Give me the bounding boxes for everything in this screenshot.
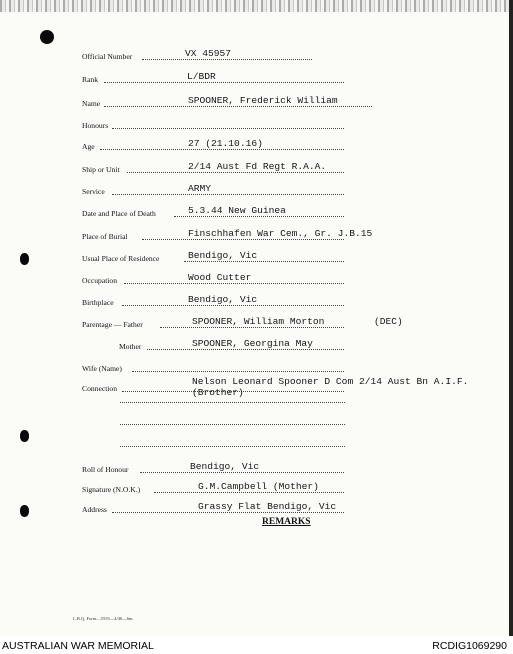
- field-value: Bendigo, Vic: [188, 294, 258, 305]
- punch-hole-icon: [40, 30, 54, 44]
- dotted-leader: [174, 216, 344, 217]
- field-value: Bendigo, Vic: [190, 461, 260, 472]
- dotted-leader: [142, 239, 344, 240]
- field-value: VX 45957: [185, 48, 232, 59]
- punch-hole-icon: [20, 505, 29, 517]
- footer-id: RCDIG1069290: [432, 640, 507, 652]
- scan-edge-top: [0, 0, 513, 12]
- dotted-leader: [112, 128, 344, 129]
- field-connection: [82, 376, 469, 398]
- field-service: [82, 180, 344, 196]
- field-name: [82, 92, 372, 108]
- punch-hole-icon: [20, 430, 29, 442]
- field-value: 5.3.44 New Guinea: [188, 205, 286, 216]
- field-official-number: [82, 45, 312, 61]
- field-label: Wife (Name): [82, 364, 122, 373]
- field-label: Roll of Honour: [82, 465, 129, 474]
- dotted-leader: [112, 194, 344, 195]
- field-label: Place of Burial: [82, 232, 128, 241]
- dotted-leader: [160, 327, 344, 328]
- field-value: SPOONER, William Morton: [192, 316, 325, 327]
- field-value: Finschhafen War Cem., Gr. J.B.15: [188, 228, 373, 239]
- field-mother: [82, 335, 344, 351]
- field-usual-residence: [82, 247, 344, 263]
- field-occupation: [82, 269, 344, 285]
- field-value: Wood Cutter: [188, 272, 252, 283]
- dotted-leader: [100, 149, 344, 150]
- dotted-leader: [140, 472, 344, 473]
- field-note: (DEC): [374, 316, 403, 327]
- dotted-leader: [154, 492, 344, 493]
- field-parentage-father: [82, 313, 403, 329]
- field-label: Usual Place of Residence: [82, 254, 160, 263]
- field-label: Service: [82, 187, 105, 196]
- dotted-leader: [142, 59, 312, 60]
- field-value: Bendigo, Vic: [188, 250, 258, 261]
- field-age: [82, 135, 344, 151]
- field-label: Name: [82, 99, 101, 108]
- dotted-leader: [104, 106, 372, 107]
- field-value: Grassy Flat Bendigo, Vic: [198, 501, 337, 512]
- field-value: G.M.Campbell (Mother): [198, 481, 319, 492]
- dotted-leader: [147, 349, 344, 350]
- field-value: Nelson Leonard Spooner D Com 2/14 Aust Bn A.I.F.: [192, 376, 469, 387]
- dotted-leader: [112, 512, 344, 513]
- field-rank: [82, 68, 344, 84]
- field-label: Ship or Unit: [82, 165, 120, 174]
- remarks-heading: REMARKS: [262, 517, 311, 527]
- dotted-leader: [120, 424, 345, 425]
- field-label: Parentage — Father: [82, 320, 143, 329]
- dotted-leader: [124, 283, 344, 284]
- field-label: Connection: [82, 384, 118, 393]
- field-place-of-burial: [82, 225, 373, 241]
- field-label: Rank: [82, 75, 99, 84]
- dotted-leader: [120, 446, 345, 447]
- field-value: L/BDR: [187, 71, 216, 82]
- field-ship-or-unit: [82, 158, 344, 174]
- field-honours: [82, 114, 344, 130]
- field-value: SPOONER, Georgina May: [192, 338, 313, 349]
- dotted-leader: [120, 402, 345, 403]
- field-roll-of-honour: [82, 458, 344, 474]
- dotted-leader: [127, 172, 344, 173]
- field-address: [82, 498, 344, 514]
- footer-source: AUSTRALIAN WAR MEMORIAL: [2, 640, 154, 652]
- field-label: Age: [82, 142, 95, 151]
- footer: [0, 636, 513, 654]
- field-label: Mother: [119, 342, 142, 351]
- dotted-leader: [104, 82, 344, 83]
- field-signature: [82, 478, 344, 494]
- dotted-leader: [122, 305, 344, 306]
- field-value: ARMY: [188, 183, 212, 194]
- punch-hole-icon: [20, 253, 29, 265]
- field-label: Signature (N.O.K.): [82, 485, 141, 494]
- field-label: Official Number: [82, 52, 133, 61]
- field-value-continued: (Brother): [192, 387, 244, 398]
- form-reference: L.B.Q. Form—5555—4/46—6m.: [73, 616, 134, 621]
- field-date-place-death: [82, 202, 344, 218]
- scan-edge-right: [509, 0, 513, 636]
- field-label: Birthplace: [82, 298, 114, 307]
- field-value: 2/14 Aust Fd Regt R.A.A.: [188, 161, 327, 172]
- dotted-leader: [184, 261, 344, 262]
- field-value: 27 (21.10.16): [188, 138, 263, 149]
- field-wife: [82, 357, 344, 373]
- field-label: Date and Place of Death: [82, 209, 156, 218]
- dotted-leader: [132, 371, 344, 372]
- field-label: Honours: [82, 121, 109, 130]
- field-label: Occupation: [82, 276, 118, 285]
- field-value: SPOONER, Frederick William: [188, 95, 338, 106]
- field-birthplace: [82, 291, 344, 307]
- field-label: Address: [82, 505, 107, 514]
